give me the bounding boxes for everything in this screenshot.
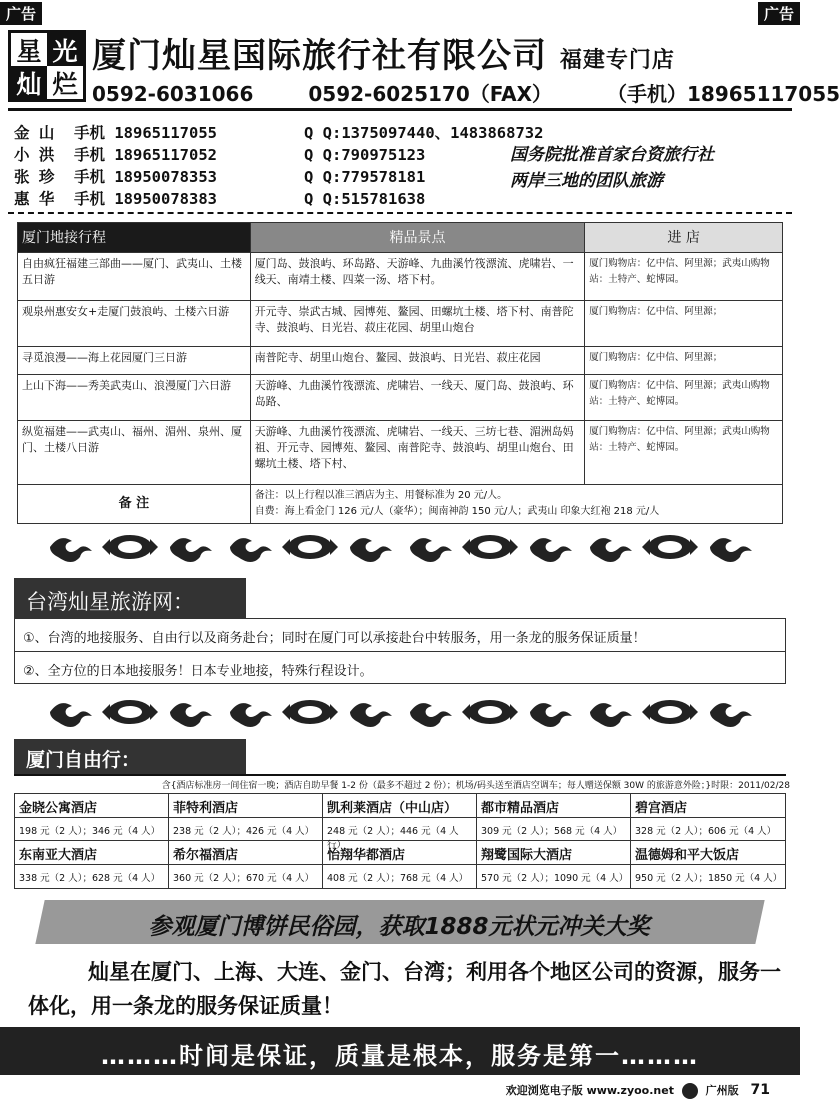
contact-qq: Q Q:1375097440、1483868732 <box>304 124 544 142</box>
remark-line: 备注：以上行程以准三酒店为主、用餐标准为 20 元/人。 <box>254 490 508 501</box>
page-number: 71 <box>750 1082 770 1098</box>
table-header-row <box>18 223 783 253</box>
ad-tag-right: 广告 <box>758 2 800 25</box>
taiwan-service-line: ①、台湾的地接服务、自由行以及商务赴台；同时在厦门可以承接赴台中转服务，用一条龙的服务保证质量！ <box>15 619 785 652</box>
contact-name: 张 珍 <box>14 168 55 186</box>
slogan-line: 国务院批准首家台资旅行社 <box>510 145 714 165</box>
taiwan-service-line: ②、全方位的日本地接服务！日本专业地接，特殊行程设计。 <box>23 664 373 679</box>
logo-char: 光 <box>47 33 83 66</box>
company-name: 厦门灿星国际旅行社有限公司 <box>92 36 547 76</box>
contact-phone: 手机 18950078353 <box>74 168 217 186</box>
contact-qq: Q Q:790975123 <box>304 146 426 164</box>
edition-logo-icon <box>682 1083 698 1099</box>
hotel-price: 570 元（2 人）；1090 元（4 人） <box>481 873 629 884</box>
contact-name: 小 洪 <box>14 146 55 164</box>
logo-char: 灿 <box>11 66 47 99</box>
tour-shops: 厦门购物店：亿中信、阿里源；武夷山购物站：土特产、蛇博园。 <box>585 253 783 301</box>
phone-line <box>92 78 840 107</box>
hotel-name: 碧宫酒店 <box>631 794 785 818</box>
promo-banner <box>35 900 764 944</box>
hotel-name: 金晓公寓酒店 <box>15 794 168 818</box>
header-divider <box>8 108 792 111</box>
tour-spots: 天游峰、九曲溪竹筏漂流、虎啸岩、一线天、三坊七巷、湄洲岛妈祖、开元寺、园博苑、鳌园、南普陀寺、鼓浪屿、胡里山炮台、田螺坑土楼、塔下村、 <box>250 421 585 485</box>
logo-char: 星 <box>16 36 42 66</box>
table-row <box>18 253 783 301</box>
table-row <box>18 421 783 485</box>
hotel-price: 309 元（2 人）；568 元（4 人） <box>481 826 623 837</box>
hotel-price: 338 元（2 人）；628 元（4 人） <box>19 873 161 884</box>
table-row <box>18 347 783 375</box>
hotel-name: 凯利莱酒店（中山店） <box>323 794 476 818</box>
hotel-cell <box>631 841 785 888</box>
section-divider <box>14 774 786 776</box>
company-logo <box>8 30 86 102</box>
hotel-price: 950 元（2 人）；1850 元（4 人） <box>635 873 783 884</box>
hotel-name: 怡翔华都酒店 <box>323 841 476 865</box>
phone-1: 0592-6031066 <box>92 82 254 106</box>
hotel-cell <box>631 794 785 841</box>
tour-route: 观泉州惠安女+走厦门鼓浪屿、土楼六日游 <box>18 301 251 347</box>
phone-fax: 0592-6025170（FAX） <box>308 82 553 106</box>
hotel-price: 360 元（2 人）；670 元（4 人） <box>173 873 315 884</box>
hotel-price: 238 元（2 人）；426 元（4 人） <box>173 826 315 837</box>
hotel-cell <box>323 794 477 851</box>
tour-shops: 厦门购物店：亿中信、阿里源；武夷山购物站：土特产、蛇博园。 <box>585 375 783 421</box>
agency-slogan <box>510 142 714 194</box>
contacts-divider <box>8 212 792 214</box>
contact-name: 金 山 <box>14 124 55 142</box>
hotel-name: 温德姆和平大饭店 <box>631 841 785 865</box>
remark-line: 自费：海上看金门 126 元/人（豪华）；闽南神韵 150 元/人；武夷山 印象大红袍 218 元/人 <box>254 506 660 517</box>
hotel-price: 198 元（2 人）；346 元（4 人） <box>19 826 161 837</box>
tour-spots: 开元寺、崇武古城、园博苑、鳌园、田螺坑土楼、塔下村、南普陀寺、鼓浪屿、日光岩、菽庄花园、胡里山炮台 <box>250 301 585 347</box>
company-description: 灿星在厦门、上海、大连、金门、台湾；利用各个地区公司的资源，服务一体化，用一条龙的服务保证质量！ <box>28 960 781 1018</box>
page-footer <box>506 1082 770 1099</box>
contact-row <box>14 188 543 210</box>
contact-qq: Q Q:779578181 <box>304 168 426 186</box>
tour-shops: 厦门购物店：亿中信、阿里源； <box>585 301 783 347</box>
column-header: 精品景点 <box>250 223 585 253</box>
hotel-cell <box>15 794 169 841</box>
phone-mobile: （手机）18965117055 <box>606 82 840 106</box>
slogan-line: 两岸三地的团队旅游 <box>510 171 663 191</box>
hotel-cell <box>169 841 323 888</box>
hotel-price: 328 元（2 人）；606 元（4 人） <box>635 826 777 837</box>
taiwan-section-title: 台湾灿星旅游网： <box>14 578 246 618</box>
contact-phone: 手机 18950078383 <box>74 190 217 208</box>
hotel-name: 都市精品酒店 <box>477 794 630 818</box>
store-label: 福建专门店 <box>559 47 675 73</box>
table-row <box>18 375 783 421</box>
promo-text: 参观厦门博饼民俗园，获取1888元状元冲关大奖 <box>148 914 650 940</box>
column-header: 进 店 <box>585 223 783 253</box>
footer-website: 欢迎浏览电子版 www.zyoo.net <box>505 1084 674 1097</box>
hotel-price: 248 元（2 人）；446 元（4 人行） <box>327 826 459 851</box>
contact-list <box>14 122 543 210</box>
tour-spots: 南普陀寺、胡里山炮台、鳌园、鼓浪屿、日光岩、菽庄花园 <box>250 347 585 375</box>
remark-label: 备 注 <box>18 485 251 524</box>
hotel-cell <box>169 794 323 841</box>
footer-edition: 广州版 <box>705 1084 739 1097</box>
hotel-grid <box>14 793 786 889</box>
table-row <box>18 301 783 347</box>
logo-char: 烂 <box>52 69 78 99</box>
hotel-price: 408 元（2 人）；768 元（4 人） <box>327 873 469 884</box>
tour-route: 纵览福建——武夷山、福州、湄州、泉州、厦门、土楼八日游 <box>18 421 251 485</box>
taiwan-section-box <box>14 618 786 684</box>
column-header: 厦门地接行程 <box>18 223 251 253</box>
hotel-name: 翔鹭国际大酒店 <box>477 841 630 865</box>
xiamen-free-title: 厦门自由行： <box>14 739 246 775</box>
tour-spots: 天游峰、九曲溪竹筏漂流、虎啸岩、一线天、厦门岛、鼓浪屿、环岛路、 <box>250 375 585 421</box>
decorative-ornament <box>40 527 760 567</box>
hotel-cell <box>323 841 477 888</box>
hotel-cell <box>477 794 631 841</box>
contact-phone: 手机 18965117052 <box>74 146 217 164</box>
hotel-cell <box>477 841 631 888</box>
contact-row <box>14 144 543 166</box>
tour-spots: 厦门岛、鼓浪屿、环岛路、天游峰、九曲溪竹筏漂流、虎啸岩、一线天、南靖土楼、四菜一汤、塔下村。 <box>250 253 585 301</box>
ad-tag-left: 广告 <box>0 2 42 25</box>
contact-name: 惠 华 <box>14 190 55 208</box>
package-note: 含{酒店标准房一间住宿一晚；酒店自助早餐 1-2 份（最多不超过 2 份）；机场/码头送至酒店空调车；每人赠送保额 30W 的旅游意外险；}时限：2011/02/28 <box>161 781 790 791</box>
company-title <box>92 28 675 77</box>
hotel-name: 希尔福酒店 <box>169 841 322 865</box>
tour-route: 寻觅浪漫——海上花园厦门三日游 <box>18 347 251 375</box>
decorative-ornament <box>40 692 760 732</box>
contact-qq: Q Q:515781638 <box>304 190 426 208</box>
remark-text <box>250 485 782 524</box>
hotel-name: 东南亚大酒店 <box>15 841 168 865</box>
tour-route: 上山下海——秀美武夷山、浪漫厦门六日游 <box>18 375 251 421</box>
contact-row <box>14 166 543 188</box>
tour-route: 自由疯狂福建三部曲——厦门、武夷山、土楼五日游 <box>18 253 251 301</box>
tour-shops: 厦门购物店：亿中信、阿里源； <box>585 347 783 375</box>
tour-shops: 厦门购物店：亿中信、阿里源；武夷山购物站：土特产、蛇博园。 <box>585 421 783 485</box>
hotel-cell <box>15 841 169 888</box>
contact-phone: 手机 18965117055 <box>74 124 217 142</box>
remark-row <box>18 485 783 524</box>
tour-table <box>17 222 783 524</box>
contact-row <box>14 122 543 144</box>
hotel-name: 菲特利酒店 <box>169 794 322 818</box>
bottom-slogan: ………时间是保证，质量是根本，服务是第一……… <box>0 1027 800 1075</box>
